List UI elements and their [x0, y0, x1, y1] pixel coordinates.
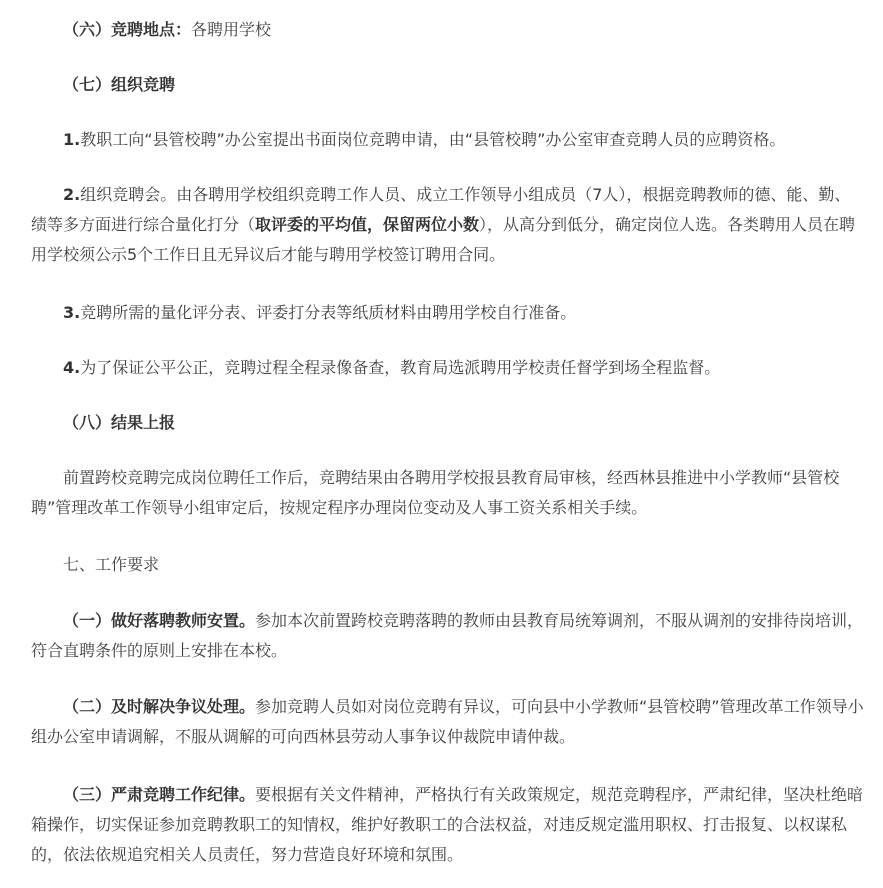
item-text-2-bold: 取评委的平均值，保留两位小数: [255, 215, 480, 234]
requirement-2-text: 参加竞聘人员如对岗位竞聘有异议，可向县中小学教师“县管校聘”管理改革工作领导小组办公室申请调解，不服从调解的可向西林县劳动人事争议仲裁院申请仲裁。: [31, 697, 864, 746]
heading-organize: （七）组织竞聘: [63, 75, 176, 94]
item-text-4: 为了保证公平公正，竞聘过程全程录像备查，教育局选派聘用学校责任督学到场全程监督。: [80, 358, 721, 377]
paragraph-item-2: [31, 180, 864, 270]
section-heading-organize: [31, 70, 864, 100]
requirement-1-text: 参加本次前置跨校竞聘落聘的教师由县教育局统筹调剂，不服从调剂的安排待岗培训，符合直聘条件的原则上安排在本校。: [31, 611, 864, 660]
heading-venue: （六）竞聘地点：: [63, 20, 192, 39]
paragraph-requirement-1: [31, 606, 864, 666]
paragraph-item-1: [31, 125, 864, 155]
venue-text: 各聘用学校: [191, 20, 272, 39]
requirement-2-heading: （二）及时解决争议处理。: [63, 697, 256, 716]
item-number-4: 4.: [63, 358, 81, 377]
heading-results: （八）结果上报: [63, 413, 176, 432]
item-number-1: 1.: [63, 130, 81, 149]
requirement-3-text: 要根据有关文件精神，严格执行有关政策规定，规范竞聘程序，严肃纪律，坚决杜绝暗箱操作，切实保证参加竞聘教职工的知情权，维护好教职工的合法权益，对违反规定滥用职权、打击报复、以权谋私的，依法依规追究相关人员责任，努力营造良好环境和氛围。: [31, 785, 864, 864]
requirement-3-heading: （三）严肃竞聘工作纪律。: [63, 785, 256, 804]
item-text-2a: 组织竞聘会。由各聘用学校组织竞聘工作人员、成立工作领导小组成员（7人），根据竞聘教师的德、能、勤、绩等多方面进行综合量化打分（: [31, 185, 851, 234]
item-text-1: 教职工向“县管校聘”办公室提出书面岗位竞聘申请，由“县管校聘”办公室审查竞聘人员的应聘资格。: [80, 130, 786, 149]
paragraph-results: [31, 463, 864, 523]
section-heading-requirements: [31, 550, 864, 580]
paragraph-requirement-2: [31, 692, 864, 752]
item-text-2b: ），从高分到低分，确定岗位人选。各类聘用人员在聘用学校须公示5个工作日且无异议后才能与聘用学校签订聘用合同。: [31, 215, 856, 264]
item-number-2: 2.: [63, 185, 81, 204]
paragraph-requirement-3: [31, 780, 864, 870]
paragraph-venue: [31, 15, 864, 45]
results-text: 前置跨校竞聘完成岗位聘任工作后，竞聘结果由各聘用学校报县教育局审核，经西林县推进中小学教师“县管校聘”管理改革工作领导小组审定后，按规定程序办理岗位变动及人事工资关系相关手续。: [31, 468, 840, 517]
item-text-3: 竞聘所需的量化评分表、评委打分表等纸质材料由聘用学校自行准备。: [80, 303, 577, 322]
paragraph-item-3: [31, 298, 864, 328]
item-number-3: 3.: [63, 303, 81, 322]
requirement-1-heading: （一）做好落聘教师安置。: [63, 611, 256, 630]
heading-requirements: 七、工作要求: [63, 555, 160, 574]
paragraph-item-4: [31, 353, 864, 383]
section-heading-results: [31, 408, 864, 438]
